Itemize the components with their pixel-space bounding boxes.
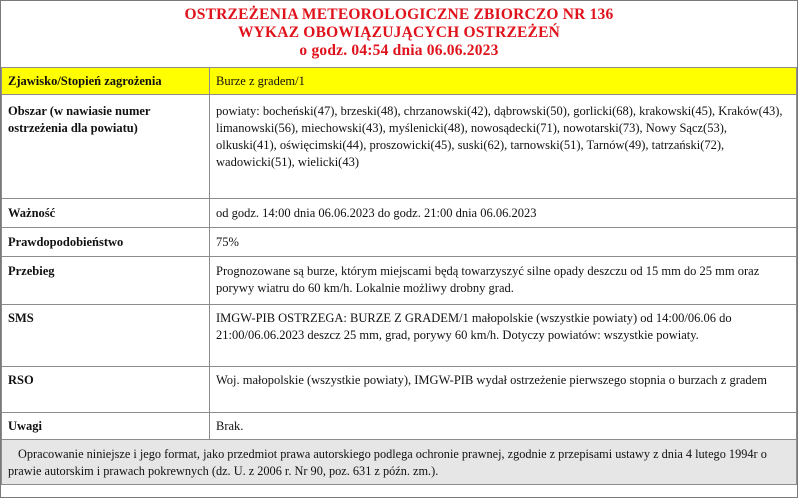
table-row-footer — [2, 440, 797, 485]
course-label: Przebieg — [2, 257, 210, 305]
table-row-phenomenon — [2, 68, 797, 95]
sms-value: IMGW-PIB OSTRZEGA: BURZE Z GRADEM/1 małopolskie (wszystkie powiaty) od 14:00/06.06 do 21:00/06.06.2023 deszcz 25 mm, grad, porywy 60 km/h. Dotyczy powiatów: wszystkie powiaty. — [210, 305, 797, 367]
probability-value: 75% — [210, 228, 797, 257]
rso-label: RSO — [2, 367, 210, 413]
header-timestamp: o godz. 04:54 dnia 06.06.2023 — [299, 42, 499, 59]
validity-label: Ważność — [2, 199, 210, 228]
table-row-course — [2, 257, 797, 305]
table-row-rso — [2, 367, 797, 413]
area-value: powiaty: bocheński(47), brzeski(48), chrzanowski(42), dąbrowski(50), gorlicki(68), krakowski(45), Kraków(43), limanowski(56), miechowski(43), myślenicki(48), nowosądecki(71), nowotarski(73), Nowy Sącz(53), olkuski(41), oświęcimski(44), proszowicki(45), suski(62), tarnowski(51), Tarnów(49), tatrzański(72), wadowicki(51), wielicki(43) — [210, 95, 797, 199]
header-title: OSTRZEŻENIA METEOROLOGICZNE ZBIORCZO NR 136 — [184, 6, 614, 23]
notes-label: Uwagi — [2, 413, 210, 440]
course-value: Prognozowane są burze, którym miejscami będą towarzyszyć silne opady deszczu od 15 mm do 25 mm oraz porywy wiatru do 60 km/h. Lokalnie możliwy drobny grad. — [210, 257, 797, 305]
rso-value: Woj. małopolskie (wszystkie powiaty), IMGW-PIB wydał ostrzeżenie pierwszego stopnia o burzach z gradem — [210, 367, 797, 413]
table-row-probability — [2, 228, 797, 257]
phenomenon-value: Burze z gradem/1 — [210, 68, 797, 95]
table-row-notes — [2, 413, 797, 440]
area-label: Obszar (w nawiasie numer ostrzeżenia dla powiatu) — [2, 95, 210, 199]
sms-label: SMS — [2, 305, 210, 367]
probability-label: Prawdopodobieństwo — [2, 228, 210, 257]
validity-value: od godz. 14:00 dnia 06.06.2023 do godz. 21:00 dnia 06.06.2023 — [210, 199, 797, 228]
copyright-notice: Opracowanie niniejsze i jego format, jako przedmiot prawa autorskiego podlega ochronie prawnej, zgodnie z przepisami ustawy z dnia 4 lutego 1994r o prawie autorskim i prawach pokrewnych (dz. U. z 2006 r. Nr 90, poz. 631 z późn. zm.). — [2, 440, 797, 485]
table-row-validity — [2, 199, 797, 228]
table-row-sms — [2, 305, 797, 367]
table-row-area — [2, 95, 797, 199]
header-subtitle: WYKAZ OBOWIĄZUJĄCYCH OSTRZEŻEŃ — [237, 24, 561, 41]
phenomenon-label: Zjawisko/Stopień zagrożenia — [2, 68, 210, 95]
document-header — [1, 1, 797, 67]
warning-table — [1, 67, 797, 485]
notes-value: Brak. — [210, 413, 797, 440]
